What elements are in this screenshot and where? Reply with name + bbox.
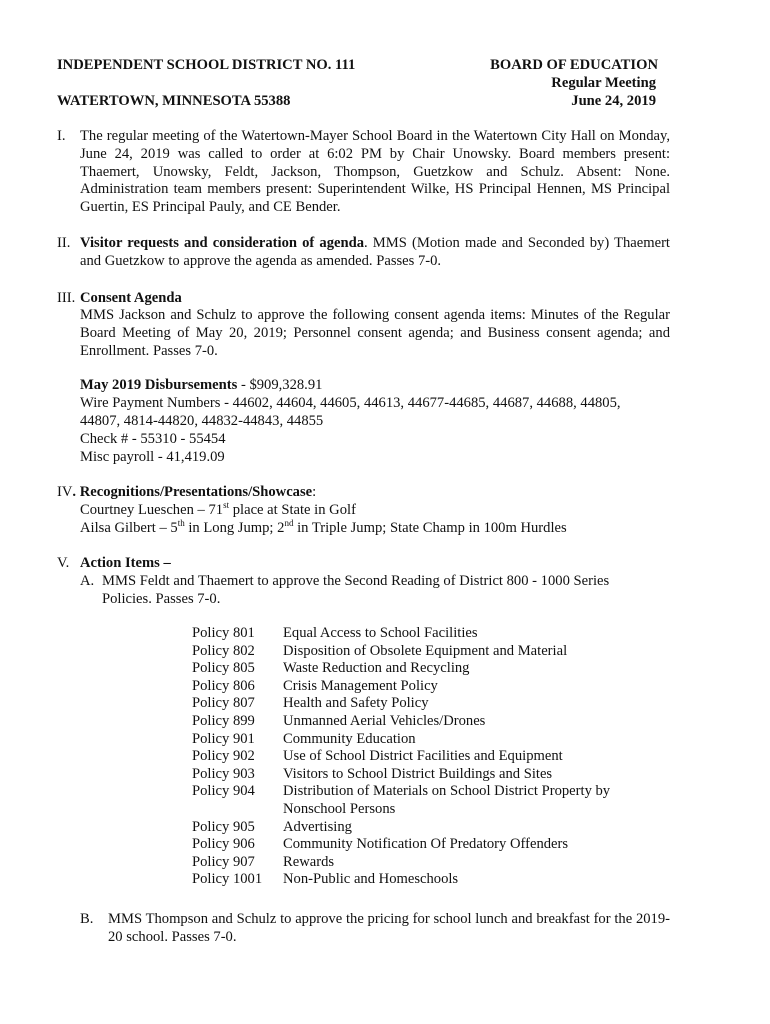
- recognition-text: in Long Jump; 2: [184, 520, 285, 536]
- section-number: V.: [57, 555, 70, 571]
- disbursements-heading: May 2019 Disbursements: [80, 377, 238, 393]
- policy-code: Policy 907: [192, 853, 255, 870]
- district-city: WATERTOWN, MINNESOTA 55388: [57, 93, 291, 109]
- recognitions-colon: :: [312, 484, 317, 500]
- item-b-text: MMS Thompson and Schulz to approve the pricing for school lunch and breakfast for the 2019-20 school. Passes 7-0.: [108, 911, 670, 945]
- section-number: II.: [57, 235, 71, 251]
- item-a-label: A.: [80, 573, 95, 589]
- policy-code: Policy 805: [192, 660, 255, 677]
- ordinal-suffix: th: [177, 518, 185, 529]
- meeting-date: June 24, 2019: [571, 93, 656, 109]
- policy-code: Policy 806: [192, 677, 255, 694]
- recognition-1: [80, 502, 356, 520]
- recognition-text: place at State in Golf: [229, 502, 356, 518]
- wire-payments-line-2: 44807, 4814-44820, 44832-44843, 44855: [80, 413, 324, 429]
- call-to-order-text: The regular meeting of the Watertown-Mayer School Board in the Watertown City Hall on Monday, June 24, 2019 was called to order at 6:02 PM by Chair Unowsky. Board members present: Thaemert, Unowsky, Feldt, Jackson, Thompson, Guetzkow and Schulz. Absent: None. Administration team members present: Superintendent Wilke, HS Principal Hennen, MS Principal Guertin, ES Principal Pauly, and CE Bender.: [80, 128, 670, 216]
- policy-title: Advertising: [283, 818, 352, 835]
- section-number: IV: [57, 484, 73, 500]
- consent-agenda-text: MMS Jackson and Schulz to approve the following consent agenda items: Minutes of the Regular Board Meeting of May 20, 2019; Personnel consent agenda; and Business consent agenda; and Enrollment. Passes 7-0.: [80, 307, 670, 359]
- policy-code: Policy 904: [192, 783, 255, 800]
- policy-title: Use of School District Facilities and Equipment: [283, 748, 563, 765]
- policy-title: Unmanned Aerial Vehicles/Drones: [283, 713, 486, 729]
- consent-agenda-heading: Consent Agenda: [80, 290, 182, 306]
- item-a-line-1: MMS Feldt and Thaemert to approve the Second Reading of District 800 - 1000 Series: [102, 573, 610, 589]
- policy-title: Rewards: [283, 853, 335, 870]
- policy-title: Equal Access to School Facilities: [283, 625, 478, 641]
- disbursements-line: [80, 377, 322, 395]
- policy-code: Policy 905: [192, 818, 255, 835]
- policy-code: Policy 901: [192, 730, 255, 747]
- policy-title: Community Education: [283, 730, 416, 747]
- ordinal-suffix: st: [223, 500, 230, 511]
- recognitions-heading: . Recognitions/Presentations/Showcase: [72, 484, 313, 500]
- disbursements-amount: - $909,328.91: [237, 377, 323, 393]
- policy-title: Disposition of Obsolete Equipment and Material: [283, 642, 568, 659]
- agenda-text: . MMS (Motion made and Seconded by) Thaemert and Guetzkow to approve the agenda as amended. Passes 7-0.: [80, 235, 670, 269]
- policy-code: Policy 1001: [192, 871, 263, 888]
- check-numbers: Check # - 55310 - 55454: [80, 431, 226, 447]
- recognition-2: [80, 520, 567, 538]
- wire-payments-line-1: Wire Payment Numbers - 44602, 44604, 44605, 44613, 44677-44685, 44687, 44688, 44805,: [80, 395, 621, 411]
- policy-title: Non-Public and Homeschools: [283, 871, 459, 888]
- recognition-text: in Triple Jump; State Champ in 100m Hurdles: [293, 520, 567, 536]
- policy-code: Policy 899: [192, 713, 255, 729]
- policy-title-continued: Nonschool Persons: [283, 801, 396, 817]
- recognition-text: Ailsa Gilbert – 5: [80, 520, 178, 536]
- policy-title: Crisis Management Policy: [283, 677, 438, 694]
- policy-code: Policy 906: [192, 836, 255, 853]
- agenda-paragraph: [80, 235, 670, 271]
- item-a-line-2: Policies. Passes 7-0.: [102, 591, 221, 607]
- policy-code: Policy 802: [192, 642, 255, 659]
- policy-code: Policy 902: [192, 748, 255, 765]
- policy-code: Policy 807: [192, 695, 255, 712]
- recognitions-heading-line: [57, 484, 316, 502]
- ordinal-suffix: nd: [284, 518, 294, 529]
- policy-title: Visitors to School District Buildings and Sites: [283, 765, 553, 782]
- policy-title: Health and Safety Policy: [283, 695, 429, 712]
- policy-code: Policy 801: [192, 625, 255, 641]
- section-number: III.: [57, 290, 76, 306]
- recognition-text: Courtney Lueschen – 71: [80, 502, 224, 518]
- section-number: I.: [57, 128, 66, 144]
- meeting-type: Regular Meeting: [551, 75, 656, 91]
- policy-title: Community Notification Of Predatory Offenders: [283, 836, 569, 853]
- policy-title: Waste Reduction and Recycling: [283, 660, 470, 677]
- action-items-heading: Action Items –: [80, 555, 171, 571]
- board-title: BOARD OF EDUCATION: [490, 57, 658, 73]
- district-name: INDEPENDENT SCHOOL DISTRICT NO. 111: [57, 57, 356, 73]
- policy-title: Distribution of Materials on School District Property by: [283, 783, 611, 800]
- agenda-heading: Visitor requests and consideration of agenda: [80, 235, 365, 251]
- misc-payroll: Misc payroll - 41,419.09: [80, 449, 225, 465]
- item-b-label: B.: [80, 911, 94, 927]
- policy-code: Policy 903: [192, 765, 255, 782]
